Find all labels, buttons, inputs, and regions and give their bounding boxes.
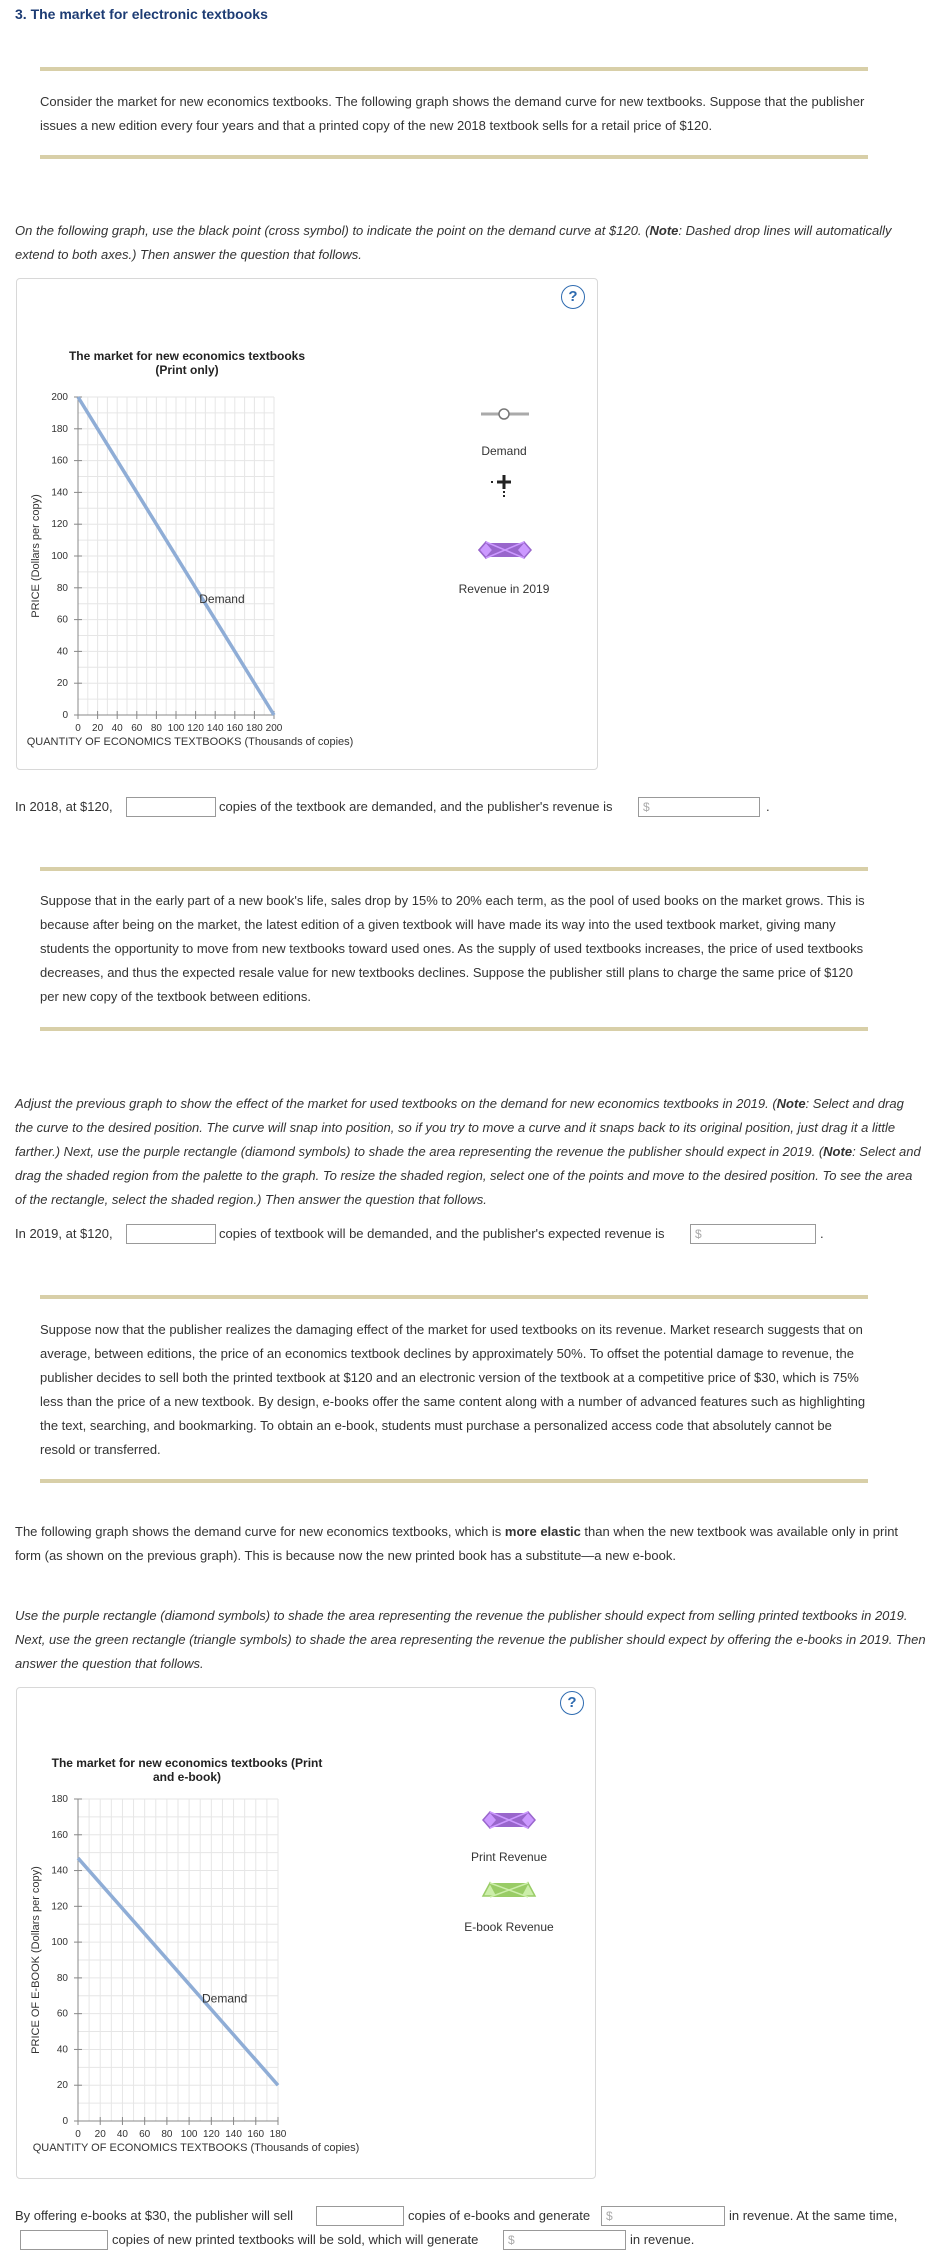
y-tick-label: 100 bbox=[51, 1937, 68, 1949]
x-tick-label: 160 bbox=[247, 2129, 265, 2140]
divider bbox=[40, 67, 868, 71]
instruction-3: Use the purple rectangle (diamond symbols) to shade the area representing the revenue the publisher should expect from selling printed textbooks in 2019. Next, use the green rectangle (triangle symbols) to shade the area representing the revenue the publisher should expect by offering the e-books in 2019. Then answer the question that follows. bbox=[15, 1608, 926, 1671]
instruction-2 bbox=[15, 1092, 925, 1212]
x-tick-label: 80 bbox=[150, 723, 162, 734]
x-tick-label: 100 bbox=[167, 723, 185, 734]
y-tick-label: 140 bbox=[51, 487, 68, 499]
graph-panel-1 bbox=[16, 278, 598, 770]
x-tick-label: 180 bbox=[246, 723, 263, 734]
y-tick-label: 160 bbox=[51, 1829, 68, 1841]
paragraph-text: The following graph shows the demand curve for new economics textbooks, which is bbox=[15, 1524, 505, 1539]
question-1-prefix: In 2018, at $120, bbox=[15, 799, 113, 814]
question-3-middle: copies of e-books and generate bbox=[408, 2208, 591, 2223]
x-tick-label: 160 bbox=[226, 723, 244, 734]
question-3-prefix: By offering e-books at $30, the publisher will sell bbox=[15, 2208, 293, 2223]
intro-text: Consider the market for new economics textbooks. The following graph shows the demand curve for new textbooks. Suppose that the publisher issues a new edition every four years and that a printed copy of the new 2018 textbook sells for a retail price of $120. bbox=[40, 94, 865, 133]
elasticity-paragraph bbox=[15, 1520, 925, 1568]
y-tick-label: 60 bbox=[56, 614, 68, 626]
x-tick-label: 40 bbox=[116, 2129, 129, 2140]
section-title: 3. The market for electronic textbooks bbox=[15, 6, 268, 22]
divider bbox=[40, 867, 868, 871]
x-tick-label: 120 bbox=[202, 2129, 220, 2140]
x-axis-label: QUANTITY OF ECONOMICS TEXTBOOKS (Thousands of copies) bbox=[32, 2142, 360, 2154]
y-tick-label: 180 bbox=[51, 1794, 68, 1805]
used-books-paragraph: Suppose that in the early part of a new book's life, sales drop by 15% to 20% each term, as the pool of used books on the market grows. This is because after being on the market, the latest edition of a given textbook will have made its way into the used textbook market, giving many students the opportunity to move from new textbooks toward used ones. As the supply of used textbooks increases, the price of used textbooks decreases, and thus the expected resale value for new textbooks declines. Suppose the publisher still plans to charge the same price of $120 per new copy of the textbook between editions. bbox=[40, 893, 865, 1004]
period: . bbox=[766, 799, 770, 814]
ebook-paragraph: Suppose now that the publisher realizes the damaging effect of the market for used textbooks on its revenue. Market research suggests that on average, between editions, the price of an economics textbook declines by approximately 50%. To offset the potential damage to revenue, the publisher decides to sell both the printed textbook at $120 and an electronic version of the textbook at a competitive price of $30, which is 75% less than the price of a new textbook. By design, e-books offer the same content along with a number of advanced features such as highlighting the text, searching, and bookmarking. To obtain an e-book, students must purchase a personalized access code that absolutely cannot be resold or transferred. bbox=[40, 1322, 866, 1457]
legend-demand-label: Demand bbox=[481, 444, 527, 458]
y-tick-label: 60 bbox=[56, 2008, 68, 2020]
x-tick-label: 200 bbox=[265, 723, 283, 734]
question-3-line2: copies of new printed textbooks will be sold, which will generate bbox=[112, 2232, 479, 2247]
note-label: Note bbox=[776, 1096, 806, 1111]
y-tick-label: 80 bbox=[56, 1972, 68, 1984]
demand-curve-label: Demand bbox=[202, 1991, 248, 2006]
x-tick-label: 60 bbox=[131, 723, 143, 734]
x-tick-label: 60 bbox=[139, 2129, 151, 2140]
legend-ebook-revenue-label: E-book Revenue bbox=[464, 1920, 554, 1934]
divider bbox=[40, 1295, 868, 1299]
y-tick-label: 120 bbox=[51, 519, 68, 531]
y-tick-label: 100 bbox=[51, 551, 68, 562]
revenue-2019-input[interactable] bbox=[690, 1224, 816, 1244]
x-axis-label: QUANTITY OF ECONOMICS TEXTBOOKS (Thousands of copies) bbox=[26, 736, 354, 748]
ebook-quantity-input[interactable] bbox=[316, 2206, 404, 2226]
revenue-2018-input[interactable] bbox=[638, 797, 760, 817]
question-1-middle: copies of the textbook are demanded, and the publisher's revenue is bbox=[219, 799, 613, 814]
x-tick-label: 140 bbox=[225, 2129, 242, 2140]
x-tick-label: 0 bbox=[75, 2129, 81, 2140]
divider bbox=[40, 155, 868, 159]
legend-revenue-label: Revenue in 2019 bbox=[458, 582, 550, 596]
divider bbox=[40, 1479, 868, 1483]
divider bbox=[40, 1027, 868, 1031]
y-axis-label: PRICE (Dollars per copy) bbox=[30, 494, 42, 618]
help-icon[interactable]: ? bbox=[561, 285, 585, 309]
dollar-sign: $ bbox=[508, 2233, 515, 2247]
x-tick-label: 180 bbox=[269, 2129, 287, 2140]
quantity-2018-input[interactable] bbox=[126, 797, 216, 817]
y-tick-label: 0 bbox=[62, 710, 68, 721]
note-label: Note bbox=[823, 1144, 853, 1159]
y-tick-label: 180 bbox=[51, 423, 68, 435]
y-tick-label: 20 bbox=[56, 2080, 68, 2092]
purple-rectangle-diamond-icon[interactable] bbox=[479, 542, 531, 558]
instruction-text: : Select and drag the shaded region from the palette to the graph. To resize the shaded region, select one of the points and move to the desired position. To see the area of the rectangle, select the shaded region.) Then answer the question that follows. bbox=[15, 1144, 921, 1207]
demand-line-tool[interactable] bbox=[481, 409, 529, 419]
question-2-middle: copies of textbook will be demanded, and the publisher's expected revenue is bbox=[219, 1226, 665, 1241]
y-tick-label: 40 bbox=[56, 2044, 68, 2056]
question-2-prefix: In 2019, at $120, bbox=[15, 1226, 113, 1241]
x-tick-label: 20 bbox=[92, 723, 104, 734]
print-quantity-input[interactable] bbox=[20, 2230, 108, 2250]
instruction-text: : Select and drag the curve to the desired position. The curve will snap into position, so if you try to move a curve and it snaps back to its original position, just drag it a little farther.) Next, use the purple rectangle (diamond symbols) to shade the area representing the revenue the publisher should expect in 2019. ( bbox=[15, 1096, 904, 1159]
y-tick-label: 0 bbox=[62, 2116, 68, 2127]
emphasis-text: more elastic bbox=[504, 1524, 581, 1539]
instruction-text: On the following graph, use the black point (cross symbol) to indicate the point on the demand curve at $120. ( bbox=[15, 223, 650, 238]
period: . bbox=[820, 1226, 824, 1241]
y-tick-label: 200 bbox=[51, 392, 68, 403]
paragraph-text: than when the new textbook was available only in print form (as shown on the previous graph). This is because now the new printed book has a substitute—a new e-book. bbox=[15, 1524, 899, 1563]
x-tick-label: 40 bbox=[111, 723, 123, 734]
chart-title: The market for new economics textbooks (Print only) bbox=[68, 349, 306, 377]
instruction-text: Adjust the previous graph to show the effect of the market for used textbooks on the demand for new economics textbooks in 2019. ( bbox=[15, 1096, 777, 1111]
x-tick-label: 20 bbox=[94, 2129, 106, 2140]
y-axis-label: PRICE OF E-BOOK (Dollars per copy) bbox=[30, 1866, 42, 2054]
dollar-sign: $ bbox=[606, 2209, 613, 2223]
x-tick-label: 100 bbox=[180, 2129, 198, 2140]
graph-panel-2 bbox=[16, 1687, 596, 2179]
purple-rectangle-diamond-icon[interactable] bbox=[483, 1812, 535, 1828]
x-tick-label: 140 bbox=[206, 723, 224, 734]
chart-title: The market for new economics textbooks (Print and e-book) bbox=[51, 1756, 323, 1784]
y-tick-label: 140 bbox=[51, 1865, 68, 1877]
demand-curve-label: Demand bbox=[199, 592, 245, 607]
instruction-text: : Dashed drop lines will automatically extend to both axes.) Then answer the question that follows. bbox=[15, 223, 892, 262]
dollar-sign: $ bbox=[643, 800, 650, 814]
x-tick-label: 0 bbox=[75, 723, 81, 734]
chart-1-plot[interactable] bbox=[17, 279, 597, 769]
instruction-1 bbox=[15, 219, 920, 267]
green-rectangle-triangle-icon[interactable] bbox=[483, 1883, 535, 1897]
print-revenue-input[interactable] bbox=[503, 2230, 626, 2250]
legend-print-revenue-label: Print Revenue bbox=[470, 1850, 548, 1864]
ebook-revenue-input[interactable] bbox=[601, 2206, 725, 2226]
y-tick-label: 120 bbox=[51, 1901, 68, 1913]
dollar-sign: $ bbox=[695, 1227, 702, 1241]
quantity-2019-input[interactable] bbox=[126, 1224, 216, 1244]
y-tick-label: 20 bbox=[56, 678, 68, 690]
x-tick-label: 120 bbox=[187, 723, 204, 734]
note-label: Note bbox=[649, 223, 679, 238]
y-tick-label: 160 bbox=[51, 455, 68, 467]
help-icon[interactable]: ? bbox=[560, 1691, 584, 1715]
question-3-line2-suffix: in revenue. bbox=[630, 2232, 695, 2247]
black-point-cross-icon[interactable] bbox=[491, 475, 511, 497]
x-tick-label: 80 bbox=[161, 2129, 173, 2140]
y-tick-label: 40 bbox=[56, 646, 68, 658]
question-3-suffix: in revenue. At the same time, bbox=[729, 2208, 898, 2223]
y-tick-label: 80 bbox=[56, 582, 68, 594]
